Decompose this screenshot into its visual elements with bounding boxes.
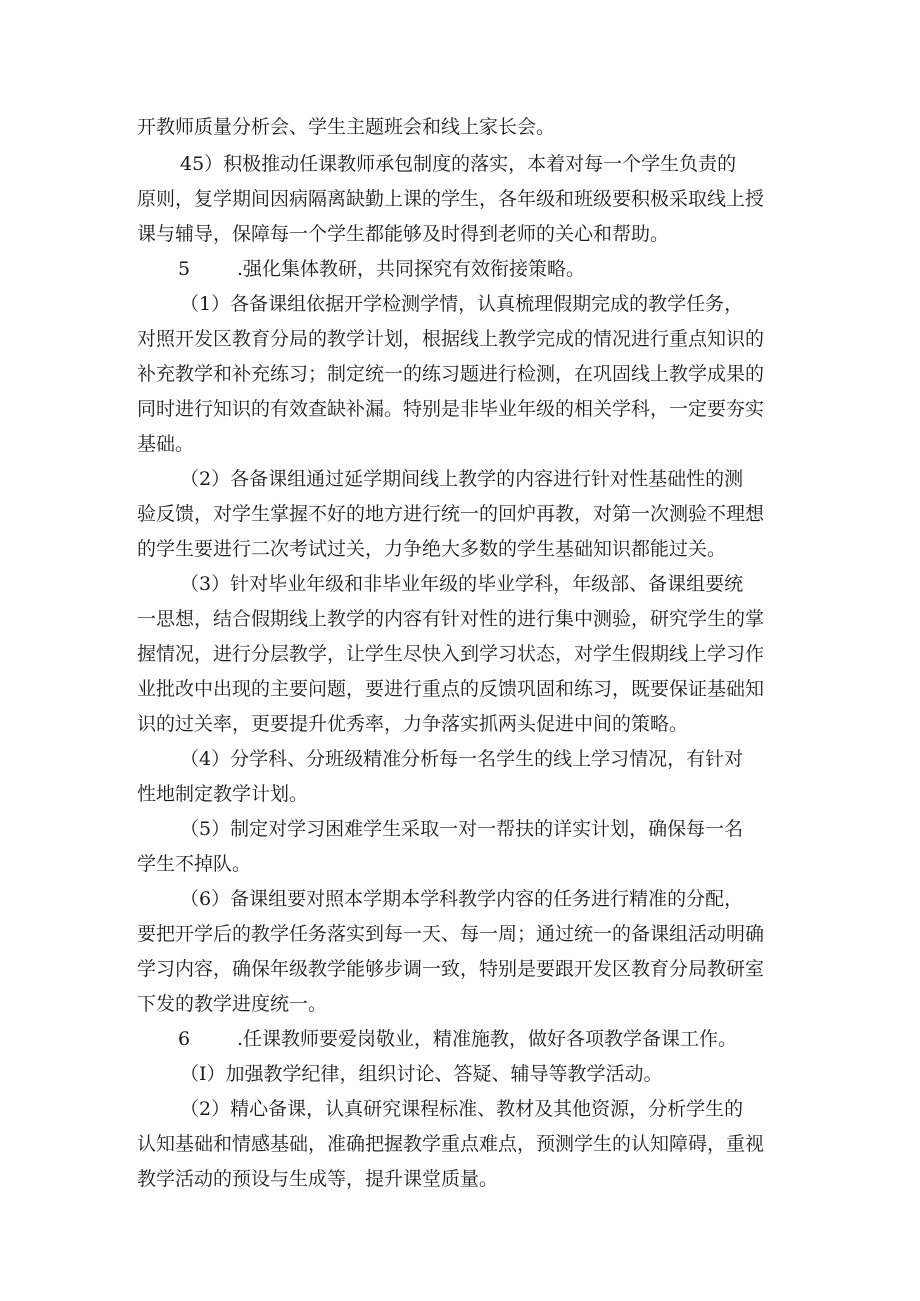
text-line: 一思想，结合假期线上教学的内容有针对性的进行集中测验，研究学生的掌	[137, 608, 765, 630]
text-line: 下发的教学进度统一。	[137, 993, 328, 1015]
text-line: （1）各备课组依据开学检测学情，认真梳理假期完成的教学任务，	[180, 293, 744, 315]
heading-text: .强化集体教研，共同探究有效衔接策略。	[237, 258, 586, 280]
text-line: 学生不掉队。	[137, 853, 252, 875]
text-line: 认知基础和情感基础，准确把握教学重点难点，预测学生的认知障碍，重视	[137, 1133, 765, 1155]
text-line: 性地制定教学计划。	[137, 783, 309, 805]
text-line: 同时进行知识的有效查缺补漏。特别是非毕业年级的相关学科，一定要夯实	[137, 398, 765, 420]
text-line: （4）分学科、分班级精准分析每一名学生的线上学习情况，有针对	[180, 748, 744, 770]
heading-number: 5	[178, 258, 191, 280]
text-line: 握情况，进行分层教学，让学生尽快入到学习状态，对学生假期线上学习作	[137, 643, 765, 665]
text-line: 原则，复学期间因病隔离缺勤上课的学生，各年级和班级要积极采取线上授	[137, 188, 765, 210]
text-line: （I）加强教学纪律，组织讨论、答疑、辅导等教学活动。	[180, 1063, 663, 1085]
text-line: 45）积极推动任课教师承包制度的落实，本着对每一个学生负责的	[180, 153, 737, 175]
text-line: 对照开发区教育分局的教学计划，根据线上教学完成的情况进行重点知识的	[137, 328, 765, 350]
text-line: 教学活动的预设与生成等，提升课堂质量。	[137, 1168, 499, 1190]
text-line: （2）精心备课，认真研究课程标准、教材及其他资源，分析学生的	[180, 1098, 744, 1120]
text-line: （3）针对毕业年级和非毕业年级的毕业学科，年级部、备课组要统	[180, 573, 744, 595]
text-line: 业批改中出现的主要问题，要进行重点的反馈巩固和练习，既要保证基础知	[137, 678, 765, 700]
text-line: （5）制定对学习困难学生采取一对一帮扶的详实计划，确保每一名	[180, 818, 744, 840]
text-line: 要把开学后的教学任务落实到每一天、每一周；通过统一的备课组活动明确	[137, 923, 765, 945]
text-line: 验反馈，对学生掌握不好的地方进行统一的回炉再教，对第一次测验不理想	[137, 503, 765, 525]
heading-text: .任课教师要爱岗敬业，精准施教，做好各项教学备课工作。	[237, 1028, 738, 1050]
heading-number: 6	[178, 1028, 191, 1050]
text-line: 基础。	[137, 433, 195, 455]
text-line: 补充教学和补充练习；制定统一的练习题进行检测，在巩固线上教学成果的	[137, 363, 765, 385]
text-line: 开教师质量分析会、学生主题班会和线上家长会。	[137, 116, 556, 138]
text-line: 的学生要进行二次考试过关，力争绝大多数的学生基础知识都能过关。	[137, 538, 727, 560]
text-line: 学习内容，确保年级教学能够步调一致，特别是要跟开发区教育分局教研室	[137, 958, 765, 980]
text-line: （6）备课组要对照本学期本学科教学内容的任务进行精准的分配，	[180, 888, 744, 910]
text-line: （2）各备课组通过延学期间线上教学的内容进行针对性基础性的测	[180, 468, 744, 490]
text-line: 课与辅导，保障每一个学生都能够及时得到老师的关心和帮助。	[137, 223, 670, 245]
text-line: 识的过关率，更要提升优秀率，力争落实抓两头促进中间的策略。	[137, 713, 689, 735]
